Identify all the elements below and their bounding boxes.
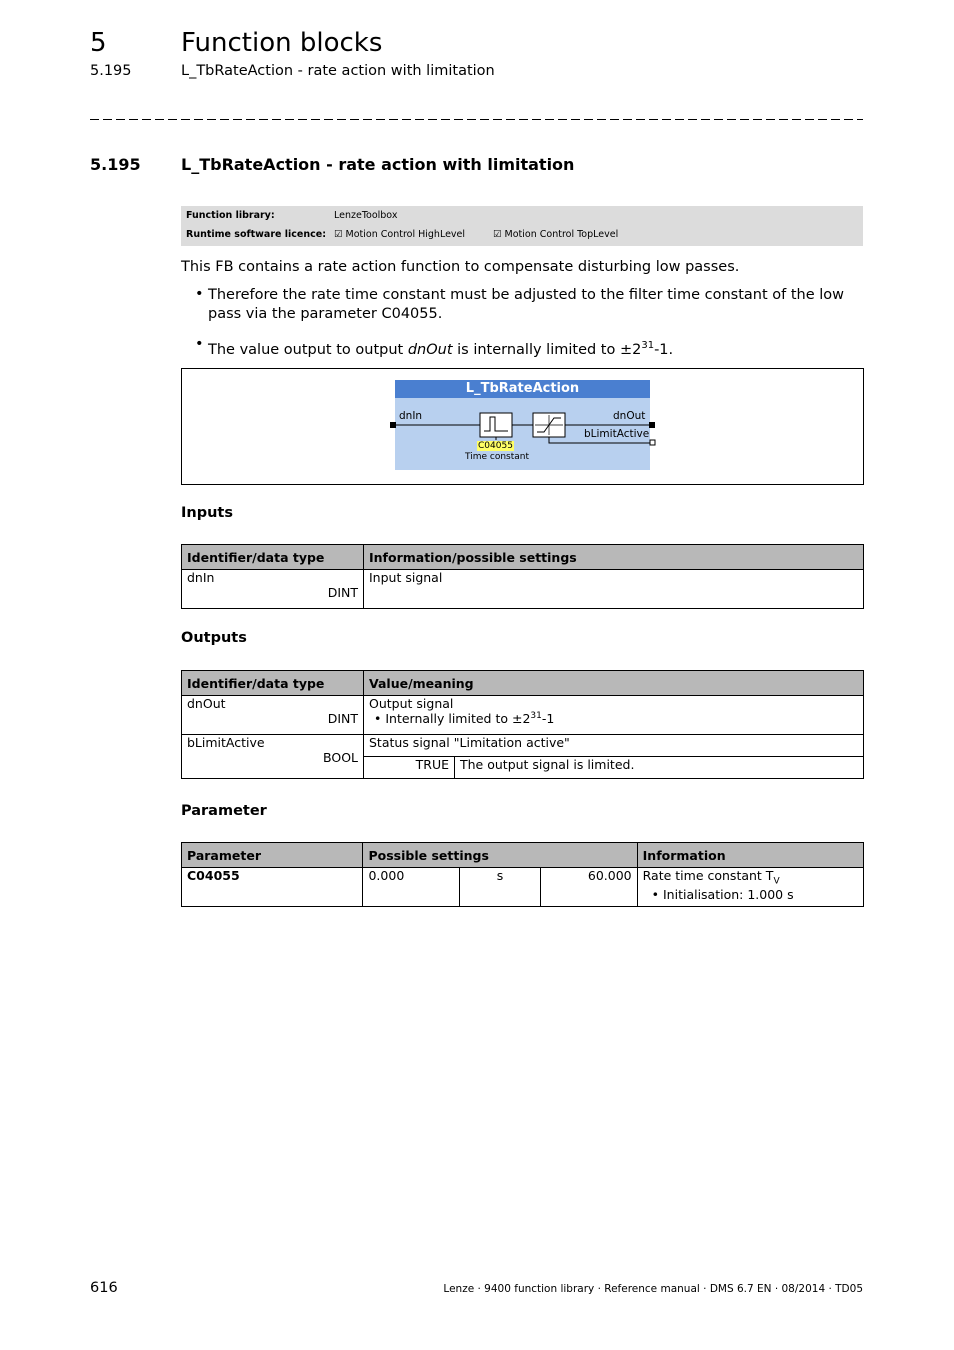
licence-highlevel: ☑ Motion Control HighLevel [334, 229, 466, 240]
footer-text: Lenze · 9400 function library · Reference manual · DMS 6.7 EN · 08/2014 · TD05 [443, 1283, 863, 1295]
bullet-text-1: Therefore the rate time constant must be adjusted to the filter time constant of the low pass via the parameter C04055. [208, 287, 845, 322]
init-text: • Initialisation: 1.000 s [651, 886, 794, 902]
intro-paragraph: This FB contains a rate action function to compensate disturbing low passes. [181, 259, 740, 275]
input-pin [390, 422, 396, 428]
section-number: 5.195 [90, 63, 132, 79]
column-header: Information [637, 843, 863, 868]
bullet-marker: • [195, 286, 204, 302]
chapter-title: Function blocks [181, 28, 383, 58]
column-header: Identifier/data type [182, 545, 364, 570]
output-pin-blimitactive [650, 440, 655, 445]
table-row [182, 570, 864, 609]
heading-title: L_TbRateAction - rate action with limitation [181, 155, 575, 174]
bullet-marker: • [195, 336, 204, 352]
data-type: BOOL [323, 750, 358, 765]
diagram-param-label: Time constant [465, 452, 530, 462]
inputs-heading: Inputs [181, 505, 233, 521]
diagram-output-label-1: dnOut [613, 410, 646, 422]
output-pin-dnout [649, 422, 655, 428]
licence-toplevel: ☑ Motion Control TopLevel [493, 229, 619, 240]
diagram-output-label-2: bLimitActive [584, 428, 650, 440]
library-value: LenzeToolbox [334, 210, 398, 221]
info-text: Rate time constant $T_V$ [642, 868, 780, 887]
chapter-number: 5 [90, 28, 107, 58]
licence-label: Runtime software licence: [186, 229, 326, 240]
max-value: 60.000 [540, 868, 637, 907]
identifier: bLimitActive [187, 735, 265, 750]
column-header: Parameter [182, 843, 363, 868]
outputs-heading: Outputs [181, 630, 247, 646]
parameter-table [181, 842, 864, 907]
parameter-code: C04055 [182, 868, 363, 907]
section-title: L_TbRateAction - rate action with limitation [181, 63, 495, 79]
info-cell: Input signal [364, 570, 864, 609]
table-row [182, 696, 864, 735]
meaning-cell: The output signal is limited. [455, 757, 864, 779]
info-sub: • Internally limited to $\pm 2^{31}-1$ [374, 711, 555, 727]
table-row [182, 735, 864, 757]
library-info-box [181, 206, 863, 246]
page-number: 616 [90, 1280, 118, 1296]
info-text: Status signal "Limitation active" [364, 735, 864, 757]
data-type: DINT [327, 711, 358, 726]
bullet-text-2: The value output to output dnOut is internally limited to $\pm 2^{31}-1$. [208, 340, 674, 358]
column-header: Identifier/data type [182, 671, 364, 696]
identifier: dnIn [187, 570, 215, 585]
header-divider [90, 119, 863, 120]
diagram-input-label: dnIn [399, 410, 423, 422]
heading-number: 5.195 [90, 155, 141, 174]
min-value: 0.000 [363, 868, 460, 907]
table-row [182, 868, 864, 907]
identifier: dnOut [187, 696, 226, 711]
column-header: Information/possible settings [364, 545, 864, 570]
diagram-param-code: C04055 [478, 441, 513, 451]
outputs-table [181, 670, 864, 779]
column-header: Value/meaning [364, 671, 864, 696]
inputs-table [181, 544, 864, 609]
data-type: DINT [327, 585, 358, 600]
library-label: Function library: [186, 210, 275, 221]
function-block-title: L_TbRateAction [395, 380, 650, 398]
info-text: Output signal [369, 696, 454, 711]
unit: s [460, 868, 541, 907]
parameter-heading: Parameter [181, 803, 267, 819]
column-header: Possible settings [363, 843, 637, 868]
value-cell: TRUE [364, 757, 455, 779]
rate-action-block [480, 413, 512, 437]
